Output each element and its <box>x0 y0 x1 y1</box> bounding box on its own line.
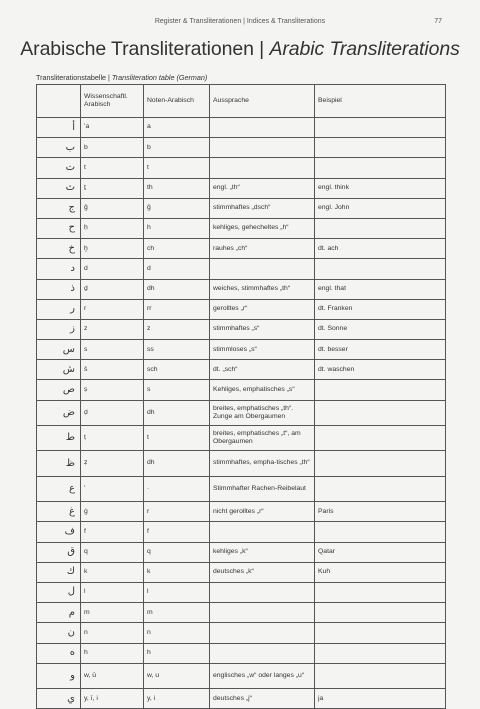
header-scientific-arabic: Wissenschaftl. Arabisch <box>81 85 144 118</box>
example-cell: dt. ach <box>315 239 446 259</box>
scientific-transliteration-cell: r <box>81 299 144 319</box>
scientific-transliteration-cell: ṭ <box>81 426 144 451</box>
notation-transliteration-cell: w, u <box>144 663 210 688</box>
pronunciation-cell: kehliges, gehecheltes „h“ <box>210 218 315 238</box>
table-header-row <box>37 85 446 118</box>
notation-transliteration-cell: k <box>144 562 210 582</box>
example-cell <box>315 643 446 663</box>
pronunciation-cell: dt. „sch“ <box>210 360 315 380</box>
scientific-transliteration-cell: ġ <box>81 502 144 522</box>
example-cell: dt. Franken <box>315 299 446 319</box>
table-row <box>37 426 446 451</box>
example-cell: dt. besser <box>315 340 446 360</box>
arabic-letter-cell: و <box>37 663 81 688</box>
pronunciation-cell: kehliges „k“ <box>210 542 315 562</box>
arabic-letter-cell: أ <box>37 118 81 138</box>
notation-transliteration-cell: rr <box>144 299 210 319</box>
header-notation-arabic: Noten-Arabisch <box>144 85 210 118</box>
table-caption-english: Transliteration table (German) <box>111 73 208 82</box>
notation-transliteration-cell: y, i <box>144 689 210 709</box>
example-cell: dt. Sonne <box>315 319 446 339</box>
header-arabic-letter <box>37 85 81 118</box>
example-cell: ja <box>315 689 446 709</box>
scientific-transliteration-cell: š <box>81 360 144 380</box>
notation-transliteration-cell: h <box>144 218 210 238</box>
notation-transliteration-cell: ǧ <box>144 198 210 218</box>
arabic-letter-cell: ض <box>37 400 81 425</box>
scientific-transliteration-cell: w, ū <box>81 663 144 688</box>
example-cell <box>315 663 446 688</box>
notation-transliteration-cell: ss <box>144 340 210 360</box>
arabic-letter-cell: ر <box>37 299 81 319</box>
arabic-letter-cell: ح <box>37 218 81 238</box>
scientific-transliteration-cell: ḥ <box>81 218 144 238</box>
pronunciation-cell: engl. „th“ <box>210 178 315 198</box>
table-row <box>37 319 446 339</box>
table-row <box>37 239 446 259</box>
running-title: Register & Transliterationen | Indices & Transliterations <box>154 18 326 25</box>
scientific-transliteration-cell: ẓ <box>81 451 144 476</box>
scientific-transliteration-cell: t <box>81 158 144 178</box>
pronunciation-cell <box>210 138 315 158</box>
table-row <box>37 502 446 522</box>
notation-transliteration-cell: ch <box>144 239 210 259</box>
notation-transliteration-cell: n <box>144 623 210 643</box>
arabic-letter-cell: م <box>37 603 81 623</box>
table-row <box>37 623 446 643</box>
scientific-transliteration-cell: m <box>81 603 144 623</box>
arabic-letter-cell: س <box>37 340 81 360</box>
pronunciation-cell: englisches „w“ oder langes „u“ <box>210 663 315 688</box>
table-row <box>37 380 446 400</box>
notation-transliteration-cell: z <box>144 319 210 339</box>
example-cell <box>315 582 446 602</box>
scientific-transliteration-cell: ǧ <box>81 198 144 218</box>
notation-transliteration-cell: q <box>144 542 210 562</box>
scientific-transliteration-cell: y, ī, i <box>81 689 144 709</box>
notation-transliteration-cell: sch <box>144 360 210 380</box>
scientific-transliteration-cell: ḏ <box>81 279 144 299</box>
table-row <box>37 689 446 709</box>
example-cell: engl. that <box>315 279 446 299</box>
table-row <box>37 299 446 319</box>
pronunciation-cell: rauhes „ch“ <box>210 239 315 259</box>
arabic-letter-cell: ه <box>37 643 81 663</box>
example-cell <box>315 476 446 501</box>
pronunciation-cell <box>210 118 315 138</box>
notation-transliteration-cell: th <box>144 178 210 198</box>
notation-transliteration-cell: m <box>144 603 210 623</box>
notation-transliteration-cell: dh <box>144 451 210 476</box>
scientific-transliteration-cell: l <box>81 582 144 602</box>
scientific-transliteration-cell: k <box>81 562 144 582</box>
notation-transliteration-cell: h <box>144 643 210 663</box>
example-cell: engl. John <box>315 198 446 218</box>
arabic-letter-cell: ق <box>37 542 81 562</box>
scientific-transliteration-cell: ṣ <box>81 380 144 400</box>
arabic-letter-cell: خ <box>37 239 81 259</box>
arabic-letter-cell: ش <box>37 360 81 380</box>
example-cell <box>315 522 446 542</box>
arabic-letter-cell: ز <box>37 319 81 339</box>
scientific-transliteration-cell: ḍ <box>81 400 144 425</box>
scientific-transliteration-cell: n <box>81 623 144 643</box>
pronunciation-cell: gerolltes „r“ <box>210 299 315 319</box>
arabic-letter-cell: ث <box>37 178 81 198</box>
table-row <box>37 451 446 476</box>
arabic-letter-cell: ت <box>37 158 81 178</box>
table-row <box>37 360 446 380</box>
scientific-transliteration-cell: ṯ <box>81 178 144 198</box>
pronunciation-cell <box>210 643 315 663</box>
pronunciation-cell <box>210 522 315 542</box>
arabic-letter-cell: ك <box>37 562 81 582</box>
scientific-transliteration-cell: s <box>81 340 144 360</box>
transliteration-table <box>36 84 446 709</box>
arabic-letter-cell: ذ <box>37 279 81 299</box>
example-cell <box>315 259 446 279</box>
arabic-letter-cell: ط <box>37 426 81 451</box>
table-row <box>37 279 446 299</box>
notation-transliteration-cell: t <box>144 158 210 178</box>
page-title <box>0 38 480 61</box>
arabic-letter-cell: ع <box>37 476 81 501</box>
example-cell: Qatar <box>315 542 446 562</box>
page-title-english: Arabic Transliterations <box>269 38 460 60</box>
table-body <box>37 118 446 709</box>
scientific-transliteration-cell: ʻ <box>81 476 144 501</box>
table-row <box>37 198 446 218</box>
example-cell: engl. think <box>315 178 446 198</box>
pronunciation-cell <box>210 259 315 279</box>
table-row <box>37 582 446 602</box>
scientific-transliteration-cell: ḫ <box>81 239 144 259</box>
notation-transliteration-cell: dh <box>144 279 210 299</box>
pronunciation-cell: breites, emphatisches „th“. Zunge am Obergaumen <box>210 400 315 425</box>
pronunciation-cell: breites, emphatisches „t“, am Obergaumen <box>210 426 315 451</box>
table-row <box>37 663 446 688</box>
example-cell <box>315 426 446 451</box>
example-cell <box>315 138 446 158</box>
notation-transliteration-cell: l <box>144 582 210 602</box>
notation-transliteration-cell: · <box>144 476 210 501</box>
arabic-letter-cell: ج <box>37 198 81 218</box>
example-cell <box>315 380 446 400</box>
pronunciation-cell: stimmhaftes „s“ <box>210 319 315 339</box>
table-row <box>37 542 446 562</box>
scientific-transliteration-cell: d <box>81 259 144 279</box>
table-row <box>37 562 446 582</box>
notation-transliteration-cell: a <box>144 118 210 138</box>
pronunciation-cell: Stimmhafter Rachen-Reibelaut <box>210 476 315 501</box>
pronunciation-cell: weiches, stimmhaftes „th“ <box>210 279 315 299</box>
arabic-letter-cell: ن <box>37 623 81 643</box>
pronunciation-cell: stimmhaftes „dsch“ <box>210 198 315 218</box>
scientific-transliteration-cell: b <box>81 138 144 158</box>
pronunciation-cell: stimmloses „s“ <box>210 340 315 360</box>
page-number: 77 <box>434 18 442 25</box>
arabic-letter-cell: ف <box>37 522 81 542</box>
example-cell <box>315 158 446 178</box>
arabic-letter-cell: ب <box>37 138 81 158</box>
table-caption-german: Transliterationstabelle | <box>36 73 110 82</box>
example-cell: Kuh <box>315 562 446 582</box>
example-cell <box>315 118 446 138</box>
arabic-letter-cell: ص <box>37 380 81 400</box>
notation-transliteration-cell: b <box>144 138 210 158</box>
arabic-letter-cell: د <box>37 259 81 279</box>
scientific-transliteration-cell: f <box>81 522 144 542</box>
table-row <box>37 118 446 138</box>
arabic-letter-cell: غ <box>37 502 81 522</box>
page-title-german: Arabische Transliterationen | <box>20 38 265 60</box>
notation-transliteration-cell: s <box>144 380 210 400</box>
pronunciation-cell: deutsches „j“ <box>210 689 315 709</box>
table-caption <box>36 73 207 82</box>
scientific-transliteration-cell: ʼa <box>81 118 144 138</box>
example-cell: Paris <box>315 502 446 522</box>
example-cell <box>315 451 446 476</box>
scientific-transliteration-cell: q <box>81 542 144 562</box>
arabic-letter-cell: ظ <box>37 451 81 476</box>
pronunciation-cell: deutsches „k“ <box>210 562 315 582</box>
example-cell: dt. waschen <box>315 360 446 380</box>
pronunciation-cell <box>210 582 315 602</box>
pronunciation-cell: nicht gerolltes „r“ <box>210 502 315 522</box>
example-cell <box>315 400 446 425</box>
table-row <box>37 476 446 501</box>
pronunciation-cell <box>210 158 315 178</box>
notation-transliteration-cell: d <box>144 259 210 279</box>
table-row <box>37 138 446 158</box>
table-row <box>37 178 446 198</box>
notation-transliteration-cell: dh <box>144 400 210 425</box>
pronunciation-cell: Kehliges, emphatisches „s“ <box>210 380 315 400</box>
table-row <box>37 522 446 542</box>
table-row <box>37 158 446 178</box>
table-row <box>37 400 446 425</box>
header-example: Beispiel <box>315 85 446 118</box>
scientific-transliteration-cell: z <box>81 319 144 339</box>
scientific-transliteration-cell: h <box>81 643 144 663</box>
notation-transliteration-cell: r <box>144 502 210 522</box>
example-cell <box>315 623 446 643</box>
notation-transliteration-cell: f <box>144 522 210 542</box>
header-pronunciation: Aussprache <box>210 85 315 118</box>
table-row <box>37 603 446 623</box>
table-row <box>37 218 446 238</box>
pronunciation-cell <box>210 603 315 623</box>
example-cell <box>315 603 446 623</box>
pronunciation-cell: stimmhaftes, empha-tisches „th“ <box>210 451 315 476</box>
table-row <box>37 340 446 360</box>
table-row <box>37 259 446 279</box>
notation-transliteration-cell: t <box>144 426 210 451</box>
example-cell <box>315 218 446 238</box>
arabic-letter-cell: ي <box>37 689 81 709</box>
pronunciation-cell <box>210 623 315 643</box>
arabic-letter-cell: ل <box>37 582 81 602</box>
table-row <box>37 643 446 663</box>
